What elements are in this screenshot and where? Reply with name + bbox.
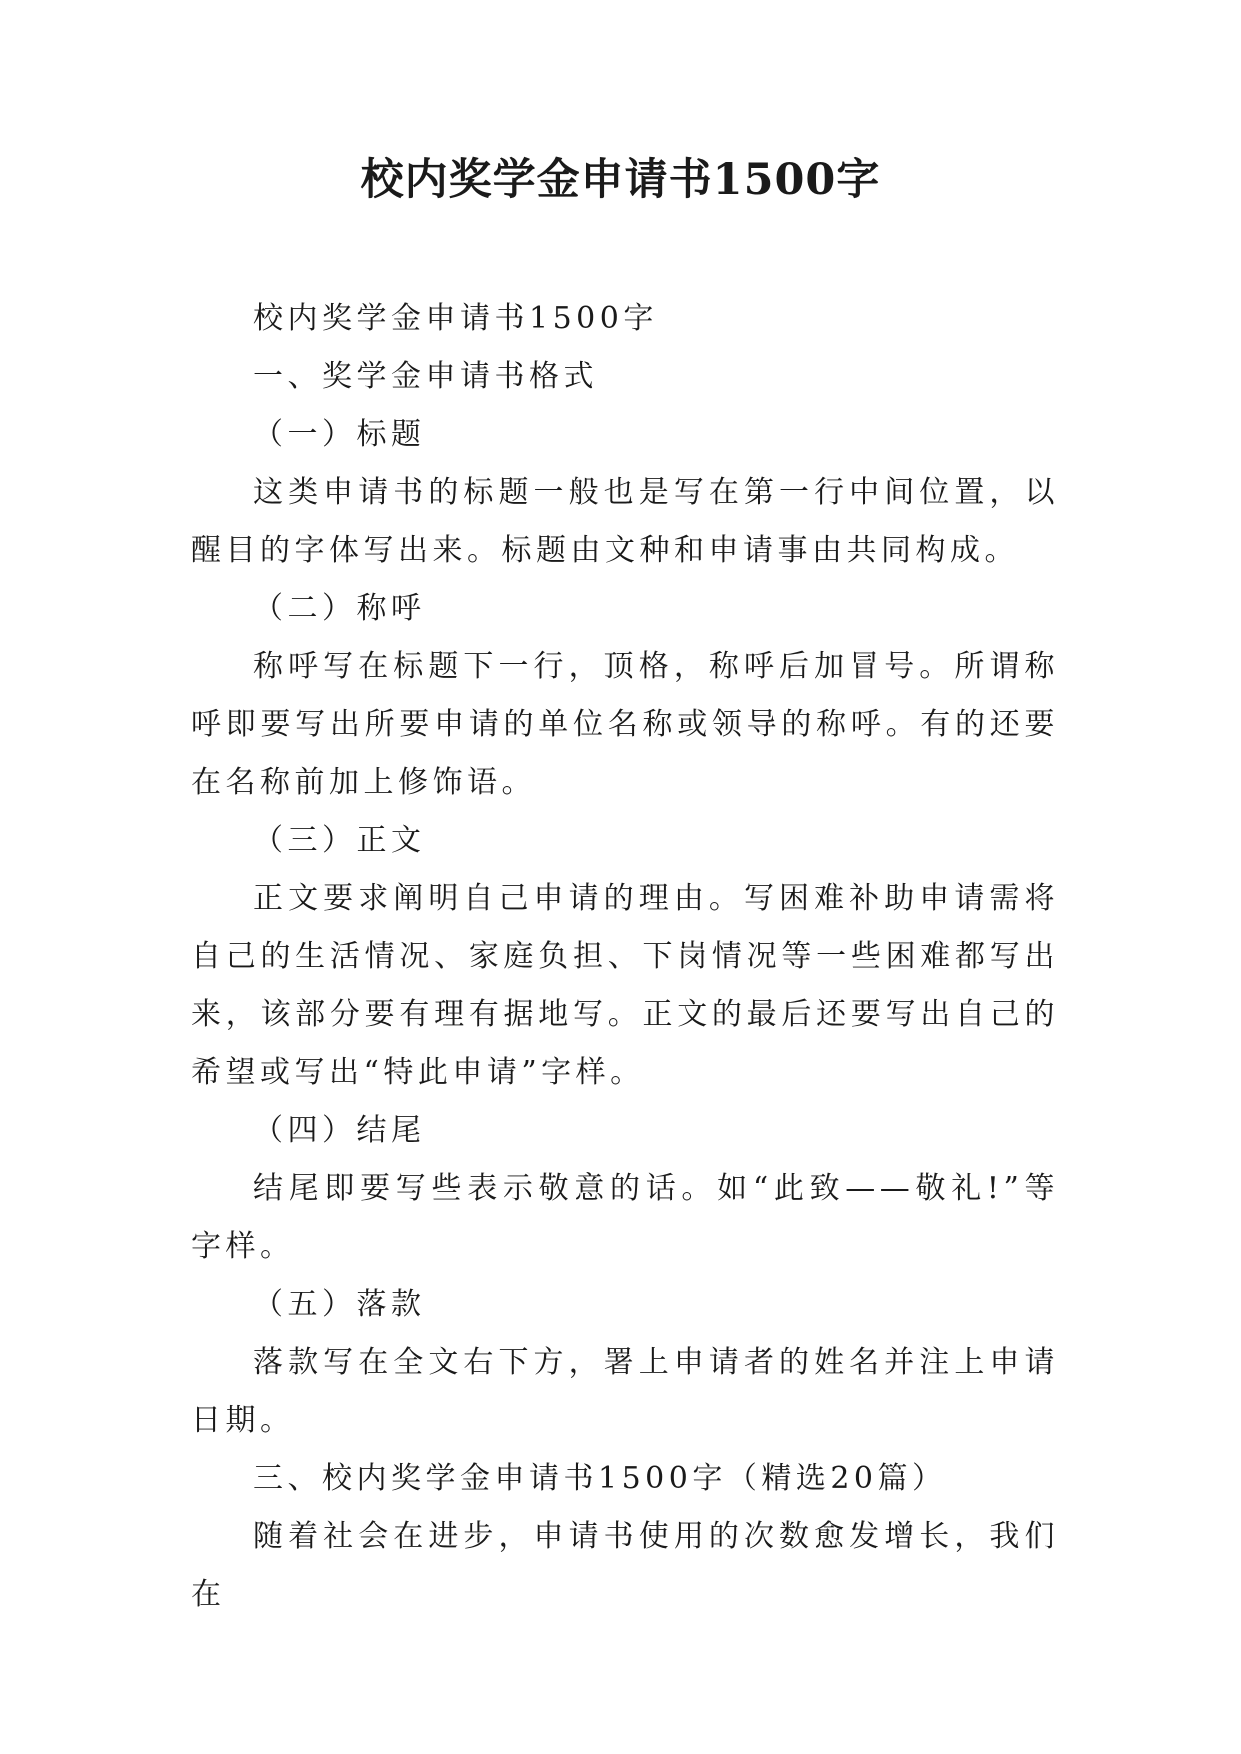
paragraph-closing-desc: 结尾即要写些表示敬意的话。如“此致——敬礼!”等字样。: [191, 1171, 1059, 1264]
document-body: [191, 290, 1059, 1624]
subheading-body: （三）正文: [253, 823, 426, 858]
subheading-salutation: （二）称呼: [253, 591, 426, 626]
paragraph-subtitle: 校内奖学金申请书1500字: [253, 301, 658, 336]
section-heading-samples: 三、校内奖学金申请书1500字（精选20篇）: [253, 1461, 947, 1496]
paragraph-signature-desc: 落款写在全文右下方，署上申请者的姓名并注上申请日期。: [191, 1345, 1059, 1438]
document-title: 校内奖学金申请书1500字: [360, 155, 881, 205]
paragraph-body-desc: 正文要求阐明自己申请的理由。写困难补助申请需将自己的生活情况、家庭负担、下岗情况等一些困难都写出来，该部分要有理有据地写。正文的最后还要写出自己的希望或写出“特此申请”字样。: [191, 881, 1059, 1090]
subheading-title: （一）标题: [253, 417, 426, 452]
subheading-signature: （五）落款: [253, 1287, 426, 1322]
paragraph-salutation-desc: 称呼写在标题下一行，顶格，称呼后加冒号。所谓称呼即要写出所要申请的单位名称或领导的称呼。有的还要在名称前加上修饰语。: [191, 649, 1059, 800]
subheading-closing: （四）结尾: [253, 1113, 426, 1148]
paragraph-title-desc: 这类申请书的标题一般也是写在第一行中间位置，以醒目的字体写出来。标题由文种和申请事由共同构成。: [191, 475, 1059, 568]
section-heading-format: 一、奖学金申请书格式: [253, 359, 598, 394]
paragraph-intro: 随着社会在进步，申请书使用的次数愈发增长，我们在: [191, 1519, 1059, 1612]
